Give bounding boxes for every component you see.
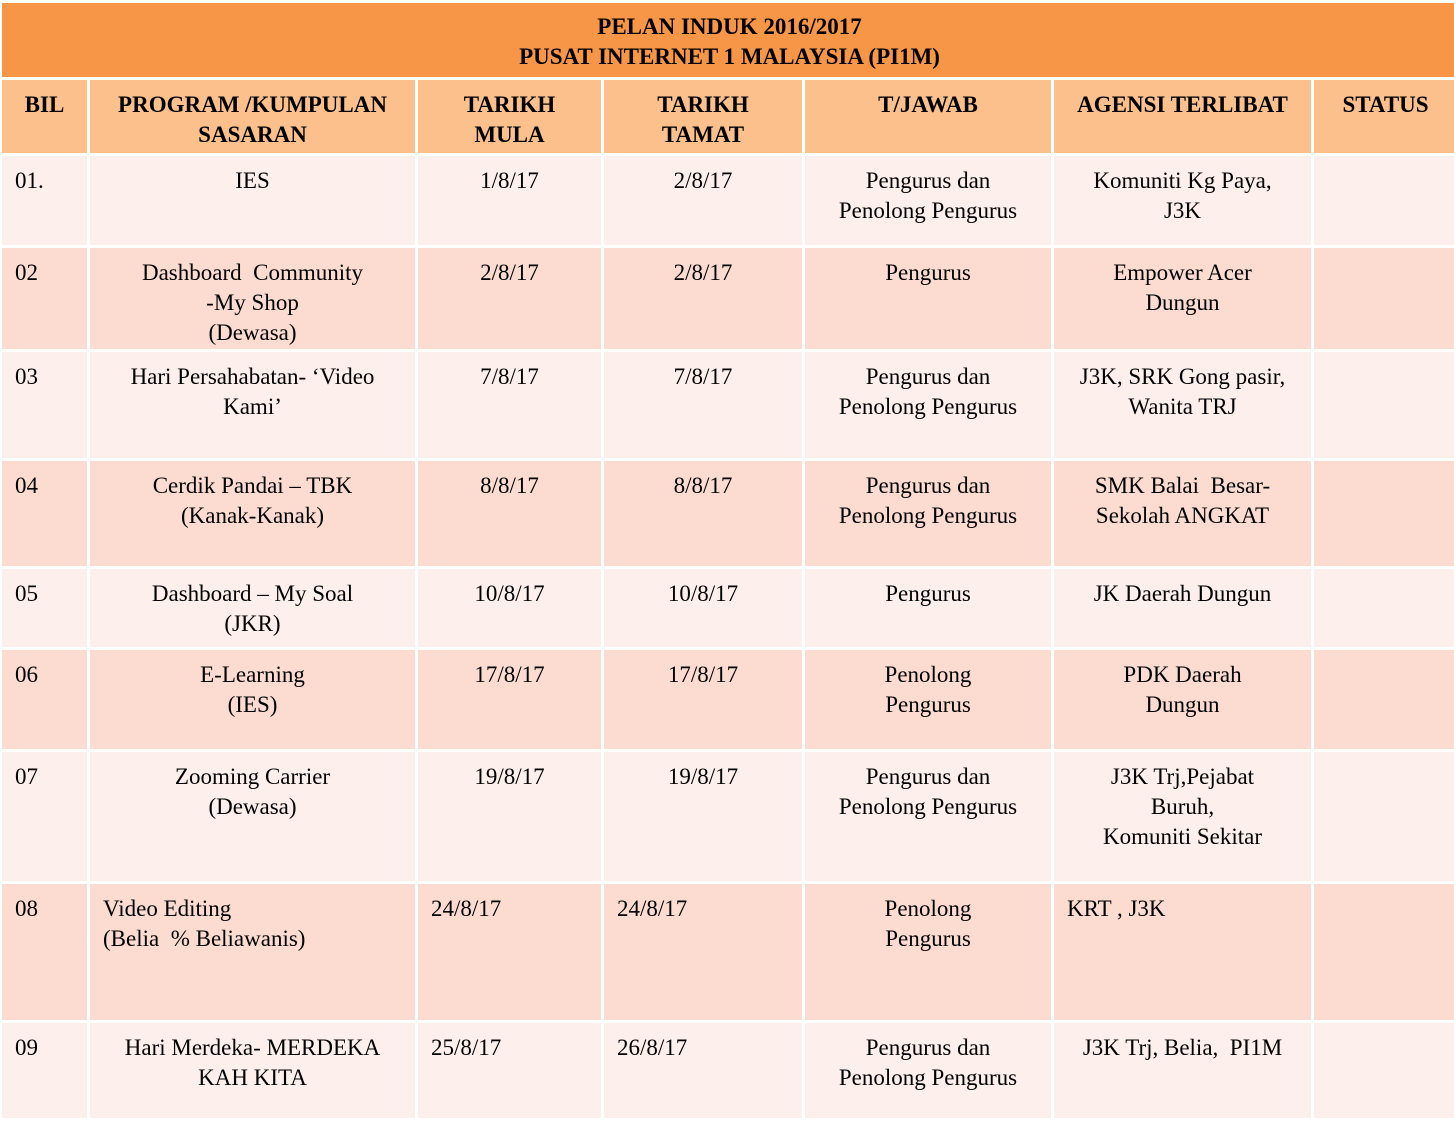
- cell-program-line: Video Editing: [103, 896, 232, 921]
- cell-bil: [2, 884, 87, 1020]
- cell-bil-text: 01.: [15, 168, 44, 193]
- cell-tarikh-tamat: [604, 352, 802, 458]
- cell-tjawab-line: Pengurus: [885, 260, 971, 285]
- cell-bil-text: 03: [15, 364, 38, 389]
- cell-agensi: [1054, 156, 1311, 245]
- cell-bil: [2, 752, 87, 881]
- cell-tarikh-tamat-text: 17/8/17: [667, 662, 739, 687]
- cell-tarikh-tamat: [604, 1023, 802, 1118]
- header-bil: [2, 80, 87, 153]
- cell-agensi-line: J3K Trj,Pejabat: [1110, 764, 1255, 789]
- cell-tjawab-line: Pengurus dan: [865, 764, 991, 789]
- cell-program: [90, 461, 415, 566]
- table-row: [2, 1023, 1454, 1118]
- cell-bil-text: 08: [15, 896, 38, 921]
- cell-tarikh-tamat-text: 8/8/17: [673, 473, 733, 498]
- cell-tarikh-mula-text: 25/8/17: [431, 1035, 502, 1060]
- cell-program: [90, 569, 415, 647]
- cell-program-line: Dashboard – My Soal: [151, 581, 354, 606]
- cell-status: [1314, 650, 1454, 749]
- header-row: [2, 80, 1454, 153]
- header-tarikh-tamat: [604, 80, 802, 153]
- cell-bil-text: 05: [15, 581, 38, 606]
- cell-tarikh-mula-text: 10/8/17: [474, 581, 545, 606]
- cell-tarikh-mula-text: 19/8/17: [474, 764, 545, 789]
- cell-tjawab-line: Penolong Pengurus: [838, 503, 1018, 528]
- cell-program-line: Zooming Carrier: [174, 764, 331, 789]
- header-program-line: SASARAN: [198, 122, 307, 147]
- cell-tjawab: [805, 461, 1051, 566]
- cell-status: [1314, 569, 1454, 647]
- cell-agensi-line: Komuniti Kg Paya,: [1093, 168, 1272, 193]
- cell-tjawab: [805, 248, 1051, 349]
- cell-agensi-line: PDK Daerah: [1123, 662, 1242, 687]
- header-status: [1314, 80, 1454, 153]
- cell-program: [90, 1023, 415, 1118]
- header-tarikh-mula: [418, 80, 601, 153]
- cell-tjawab: [805, 884, 1051, 1020]
- cell-program-line: (IES): [227, 692, 278, 717]
- cell-agensi: [1054, 352, 1311, 458]
- cell-agensi-line: JK Daerah Dungun: [1093, 581, 1272, 606]
- cell-bil-text: 02: [15, 260, 38, 285]
- table-row: [2, 650, 1454, 749]
- cell-tarikh-mula-text: 24/8/17: [431, 896, 502, 921]
- header-tarikh-tamat-line: TARIKH: [657, 92, 749, 117]
- cell-agensi-line: Komuniti Sekitar: [1102, 824, 1263, 849]
- cell-tjawab-line: Penolong Pengurus: [838, 198, 1018, 223]
- cell-tarikh-tamat-text: 19/8/17: [667, 764, 739, 789]
- cell-bil: [2, 461, 87, 566]
- cell-bil: [2, 352, 87, 458]
- cell-tjawab-line: Pengurus: [885, 926, 971, 951]
- header-tjawab-line: T/JAWAB: [878, 92, 978, 117]
- cell-agensi: [1054, 1023, 1311, 1118]
- cell-tarikh-tamat-text: 10/8/17: [667, 581, 739, 606]
- cell-agensi: [1054, 248, 1311, 349]
- cell-status: [1314, 352, 1454, 458]
- table-row: [2, 248, 1454, 349]
- header-tjawab: [805, 80, 1051, 153]
- cell-tjawab-line: Pengurus dan: [865, 473, 991, 498]
- cell-tjawab-line: Pengurus: [885, 692, 971, 717]
- cell-tjawab: [805, 156, 1051, 245]
- cell-program-line: IES: [235, 168, 270, 193]
- cell-agensi-line: Wanita TRJ: [1128, 394, 1237, 419]
- cell-status: [1314, 752, 1454, 881]
- header-tarikh-mula-line: MULA: [474, 122, 545, 147]
- cell-tarikh-mula-text: 17/8/17: [474, 662, 545, 687]
- cell-program-line: (JKR): [224, 611, 281, 636]
- cell-program-line: (Dewasa): [208, 320, 297, 345]
- cell-tarikh-tamat: [604, 650, 802, 749]
- cell-tjawab: [805, 752, 1051, 881]
- cell-status: [1314, 1023, 1454, 1118]
- cell-tarikh-mula: [418, 156, 601, 245]
- cell-tarikh-mula: [418, 248, 601, 349]
- cell-program-line: E-Learning: [200, 662, 305, 687]
- cell-tjawab: [805, 352, 1051, 458]
- table-row: [2, 752, 1454, 881]
- cell-agensi-line: J3K, SRK Gong pasir,: [1079, 364, 1286, 389]
- title-line-1: PELAN INDUK 2016/2017: [597, 14, 862, 39]
- cell-tarikh-tamat: [604, 248, 802, 349]
- cell-agensi-line: Dungun: [1145, 692, 1220, 717]
- cell-tarikh-mula: [418, 884, 601, 1020]
- cell-tjawab-line: Pengurus dan: [865, 364, 991, 389]
- cell-agensi-line: KRT , J3K: [1067, 896, 1166, 921]
- cell-tarikh-mula: [418, 569, 601, 647]
- cell-bil: [2, 1023, 87, 1118]
- header-status-line: STATUS: [1342, 92, 1429, 117]
- cell-tarikh-tamat-text: 2/8/17: [673, 260, 733, 285]
- header-agensi-line: AGENSI TERLIBAT: [1077, 92, 1288, 117]
- cell-tarikh-tamat: [604, 569, 802, 647]
- cell-agensi-line: SMK Balai Besar-: [1094, 473, 1271, 498]
- cell-program-line: -My Shop: [206, 290, 299, 315]
- cell-tjawab-line: Penolong: [884, 662, 972, 687]
- cell-tarikh-mula: [418, 752, 601, 881]
- cell-agensi-line: Empower Acer: [1113, 260, 1252, 285]
- cell-status: [1314, 248, 1454, 349]
- cell-bil: [2, 569, 87, 647]
- header-tarikh-mula-line: TARIKH: [463, 92, 556, 117]
- table-row: [2, 156, 1454, 245]
- cell-tarikh-mula: [418, 1023, 601, 1118]
- table-row: [2, 884, 1454, 1020]
- cell-agensi-line: Sekolah ANGKAT: [1095, 503, 1270, 528]
- cell-program: [90, 156, 415, 245]
- cell-program-line: Dashboard Community: [141, 260, 364, 285]
- cell-program: [90, 752, 415, 881]
- cell-tarikh-mula-text: 8/8/17: [480, 473, 539, 498]
- cell-status: [1314, 156, 1454, 245]
- cell-program: [90, 650, 415, 749]
- cell-tjawab-line: Pengurus dan: [865, 1035, 991, 1060]
- cell-tarikh-mula-text: 2/8/17: [480, 260, 539, 285]
- cell-program-line: KAH KITA: [198, 1065, 307, 1090]
- cell-tjawab: [805, 1023, 1051, 1118]
- cell-bil-text: 09: [15, 1035, 38, 1060]
- cell-tjawab: [805, 650, 1051, 749]
- cell-tarikh-tamat: [604, 752, 802, 881]
- header-program: [90, 80, 415, 153]
- cell-tjawab-line: Penolong Pengurus: [838, 794, 1018, 819]
- cell-agensi-line: J3K Trj, Belia, PI1M: [1082, 1035, 1283, 1060]
- cell-agensi: [1054, 752, 1311, 881]
- cell-tjawab-line: Pengurus dan: [865, 168, 991, 193]
- cell-tarikh-tamat-text: 24/8/17: [617, 896, 688, 921]
- cell-tarikh-tamat: [604, 156, 802, 245]
- table-row: [2, 569, 1454, 647]
- cell-bil: [2, 156, 87, 245]
- cell-tarikh-mula-text: 1/8/17: [480, 168, 539, 193]
- cell-program-line: (Dewasa): [208, 794, 297, 819]
- header-tarikh-tamat-line: TAMAT: [661, 122, 745, 147]
- cell-agensi-line: Buruh,: [1150, 794, 1215, 819]
- cell-agensi: [1054, 650, 1311, 749]
- title-line-2: PUSAT INTERNET 1 MALAYSIA (PI1M): [519, 44, 940, 69]
- cell-tarikh-mula-text: 7/8/17: [480, 364, 539, 389]
- cell-program-line: Hari Merdeka- MERDEKA: [124, 1035, 381, 1060]
- cell-tarikh-tamat-text: 7/8/17: [673, 364, 733, 389]
- cell-program-line: (Belia % Beliawanis): [103, 926, 306, 951]
- cell-tjawab: [805, 569, 1051, 647]
- table-row: [2, 352, 1454, 458]
- cell-program: [90, 352, 415, 458]
- cell-program-line: Kami’: [223, 394, 282, 419]
- cell-agensi: [1054, 569, 1311, 647]
- cell-program-line: Cerdik Pandai – TBK: [152, 473, 353, 498]
- cell-tarikh-mula: [418, 461, 601, 566]
- cell-program: [90, 884, 415, 1020]
- cell-program-line: Hari Persahabatan- ‘Video: [130, 364, 375, 389]
- cell-agensi-line: J3K: [1163, 198, 1202, 223]
- cell-tarikh-mula: [418, 650, 601, 749]
- cell-tarikh-tamat-text: 2/8/17: [673, 168, 733, 193]
- cell-program-line: (Kanak-Kanak): [180, 503, 325, 528]
- cell-bil: [2, 650, 87, 749]
- cell-bil-text: 04: [15, 473, 38, 498]
- cell-tjawab-line: Pengurus: [885, 581, 971, 606]
- cell-bil-text: 07: [15, 764, 38, 789]
- cell-tarikh-tamat-text: 26/8/17: [617, 1035, 688, 1060]
- cell-tarikh-tamat: [604, 884, 802, 1020]
- cell-tjawab-line: Penolong: [884, 896, 972, 921]
- cell-agensi: [1054, 884, 1311, 1020]
- cell-agensi: [1054, 461, 1311, 566]
- header-agensi: [1054, 80, 1311, 153]
- cell-status: [1314, 461, 1454, 566]
- header-bil-line: BIL: [24, 92, 65, 117]
- table-row: [2, 461, 1454, 566]
- cell-tarikh-mula: [418, 352, 601, 458]
- cell-tjawab-line: Penolong Pengurus: [838, 394, 1018, 419]
- cell-program: [90, 248, 415, 349]
- table-title: [2, 3, 1454, 77]
- cell-agensi-line: Dungun: [1145, 290, 1220, 315]
- cell-bil: [2, 248, 87, 349]
- header-program-line: PROGRAM /KUMPULAN: [118, 92, 387, 117]
- cell-status: [1314, 884, 1454, 1020]
- title-row: [2, 3, 1454, 77]
- cell-tjawab-line: Penolong Pengurus: [838, 1065, 1018, 1090]
- cell-tarikh-tamat: [604, 461, 802, 566]
- cell-bil-text: 06: [15, 662, 38, 687]
